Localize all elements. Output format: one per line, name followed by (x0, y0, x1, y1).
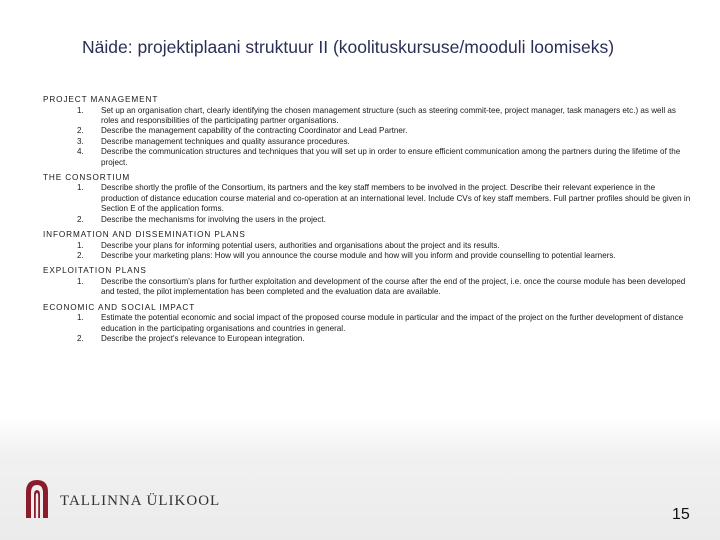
list-item-text: Describe the management capability of the contracting Coordinator and Lead Partner. (101, 126, 408, 136)
list-item-number: 1. (77, 183, 84, 193)
section (43, 230, 693, 261)
section (43, 95, 693, 168)
section-heading: EXPLOITATION PLANS (43, 266, 147, 276)
list-item-text: Describe management techniques and quality assurance procedures. (101, 136, 350, 146)
list-item-number: 3. (77, 136, 84, 146)
list-item-text: Describe the mechanisms for involving the users in the project. (101, 214, 326, 224)
section (43, 173, 693, 225)
list-item (43, 106, 693, 127)
list-item-number: 1. (77, 240, 84, 250)
list-item-text: Describe your marketing plans: How will you announce the course module and how will you inform and provide counselling to potential learners. (101, 250, 616, 260)
list-item-number: 2. (77, 126, 84, 136)
list-item (43, 241, 693, 251)
section-heading: ECONOMIC AND SOCIAL IMPACT (43, 302, 196, 312)
list-item (43, 147, 693, 168)
tallinn-university-logo-icon (24, 478, 50, 518)
list-item-number: 1. (77, 105, 84, 115)
list-item (43, 277, 693, 298)
list-item (43, 334, 693, 344)
list-item (43, 251, 693, 261)
list-item-text: Set up an organisation chart, clearly identifying the chosen management structure (such as steering commit-tee, project manager, task managers etc.) as well as roles and responsibilities of the participating partner organisations. (101, 105, 676, 125)
section (43, 266, 693, 297)
list-item-text: Estimate the potential economic and social impact of the proposed course module in particular and the impact of the project on the further development of distance education in the participating organisations and countries in general. (101, 313, 684, 333)
list-item-text: Describe the consortium's plans for further exploitation and development of the course after the end of the project, i.e. once the course module has been developed and tested, the pilot implementation has been completed and the evaluation data are available. (101, 276, 686, 297)
slide-title: Näide: projektiplaani struktuur II (koolituskursuse/mooduli loomiseks) (82, 37, 615, 57)
list-item (43, 215, 693, 225)
list-item-text: Describe the project's relevance to European integration. (101, 334, 305, 343)
list-item-number: 2. (77, 214, 84, 224)
list-item (43, 183, 693, 214)
list-item (43, 313, 693, 334)
footer-band (0, 418, 720, 540)
list-item (43, 137, 693, 147)
list-item-text: Describe shortly the profile of the Consortium, its partners and the key staff members to be involved in the project. Describe their relevant experience in the production of distance education course material and co-operation at an international level. Include CVs of key staff members. Full partner profiles should be given in Section E of the application forms. (101, 183, 691, 214)
list-item-number: 1. (77, 276, 84, 286)
list-item-number: 2. (77, 250, 84, 260)
section-heading: THE CONSORTIUM (43, 172, 131, 182)
list-item-number: 1. (77, 313, 84, 323)
list-item-text: Describe your plans for informing potential users, authorities and organisations about the project and its results. (101, 240, 500, 250)
list-item-text: Describe the communication structures and techniques that you will set up in order to ensure efficient communication among the partners during the lifetime of the project. (101, 147, 681, 167)
list-item-number: 2. (77, 334, 84, 343)
list-item-number: 4. (77, 147, 84, 157)
page-number: 15 (672, 506, 690, 523)
list-item (43, 126, 693, 136)
section-heading: INFORMATION AND DISSEMINATION PLANS (43, 230, 246, 240)
section-heading: PROJECT MANAGEMENT (43, 95, 159, 104)
logo-text: TALLINNA ÜLIKOOL (60, 493, 221, 509)
section (43, 303, 693, 345)
slide-content (43, 95, 693, 349)
